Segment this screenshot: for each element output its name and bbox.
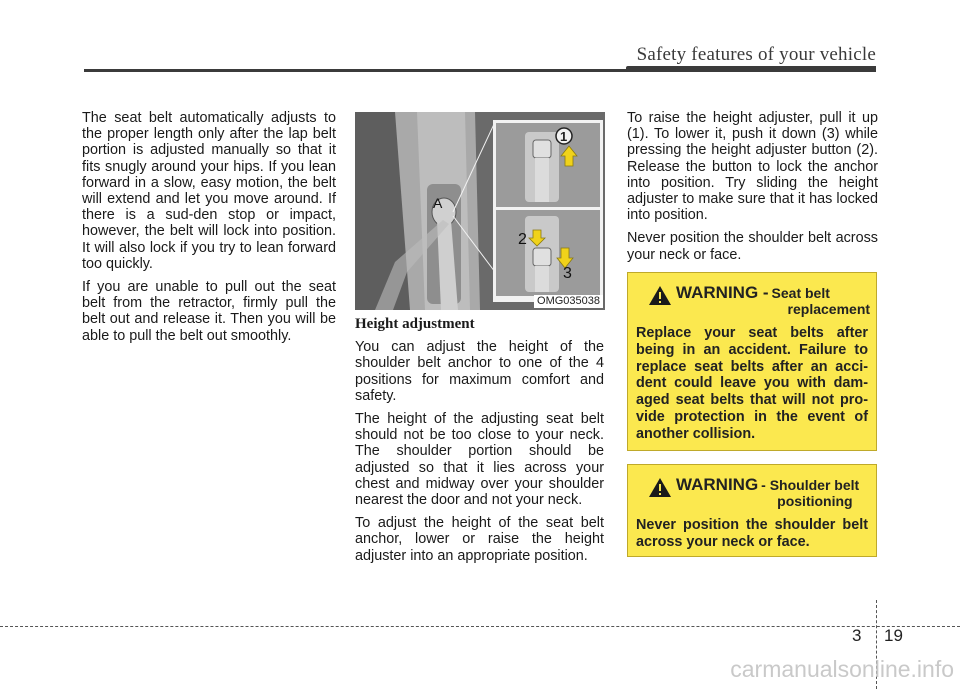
seat-belt-figure (355, 112, 605, 310)
callout-3: 3 (563, 265, 572, 282)
figure-label-a: A (433, 195, 443, 211)
footer-rule (0, 626, 960, 627)
warning-header (636, 283, 871, 317)
warning-body: Replace your seat belts after being in an accident. Failure to replace seat belts after an acci-dent could leave you with dam-aged seat belts that will not pro-vide protection in the event of another collision. (636, 325, 868, 442)
warning-box-shoulder-belt-positioning (627, 464, 877, 557)
section-heading: Height adjustment (355, 316, 475, 332)
figure-code: OMG035038 (534, 295, 603, 308)
page-number: 19 (884, 626, 903, 645)
warning-subject-line1: Seat belt (771, 285, 830, 301)
paragraph: The height of the adjusting seat belt should not be too close to your neck. The shoulder portion should be adjusted so that it lies across your chest and midway over your shoulder nearest the door and not your neck. (355, 411, 604, 509)
callout-2: 2 (518, 231, 527, 248)
warning-subject-line1: - Shoulder belt (761, 477, 860, 493)
paragraph: Never position the shoulder belt across your neck or face. (627, 230, 878, 263)
callout-1: 1 (560, 129, 568, 144)
seat-belt-illustration (355, 112, 605, 310)
warning-subject (772, 285, 870, 317)
paragraph: To raise the height adjuster, pull it up (1). To lower it, push it down (3) while pressing the height adjuster button (2). Release the button to lock the anchor into position. Try sliding the height adjuster to make sure that it has locked into position. (627, 110, 878, 224)
paragraph: If you are unable to pull out the seat belt from the retractor, firmly pull the belt out and release it. Then you will be able to pull the belt out smoothly. (82, 279, 336, 344)
watermark: carmanualsonline.info (730, 656, 954, 682)
warning-body: Never position the shoulder belt across your neck or face. (636, 517, 868, 550)
warning-word: WARNING - (676, 283, 769, 302)
warning-header (636, 477, 868, 509)
warning-triangle-icon (648, 477, 672, 498)
header-rule-accent (626, 66, 876, 72)
warning-box-seat-belt-replacement (627, 272, 877, 451)
left-column (82, 110, 336, 351)
paragraph: You can adjust the height of the shoulder belt anchor to one of the 4 positions for maximum comfort and safety. (355, 339, 604, 404)
paragraph: The seat belt automatically adjusts to the proper length only after the lap belt portion is adjusted manually so that it fits snugly around your hips. If you lean forward in a slow, easy motion, the belt will extend and let you move around. If there is a sud-den stop or impact, however, the belt will lock into position. It will also lock if you try to lean forward too quickly. (82, 110, 336, 272)
header-title: Safety features of your vehicle (636, 44, 876, 65)
paragraph: To adjust the height of the seat belt anchor, lower or raise the height adjuster into an appropriate position. (355, 515, 604, 564)
warning-word: WARNING (676, 475, 759, 494)
warning-subject (761, 477, 859, 509)
chapter-number: 3 (852, 626, 862, 645)
middle-column (355, 316, 604, 571)
right-column (627, 110, 878, 270)
warning-subject-line2: replacement (787, 301, 871, 317)
warning-triangle-icon (648, 285, 672, 306)
warning-subject-line2: positioning (777, 493, 853, 509)
